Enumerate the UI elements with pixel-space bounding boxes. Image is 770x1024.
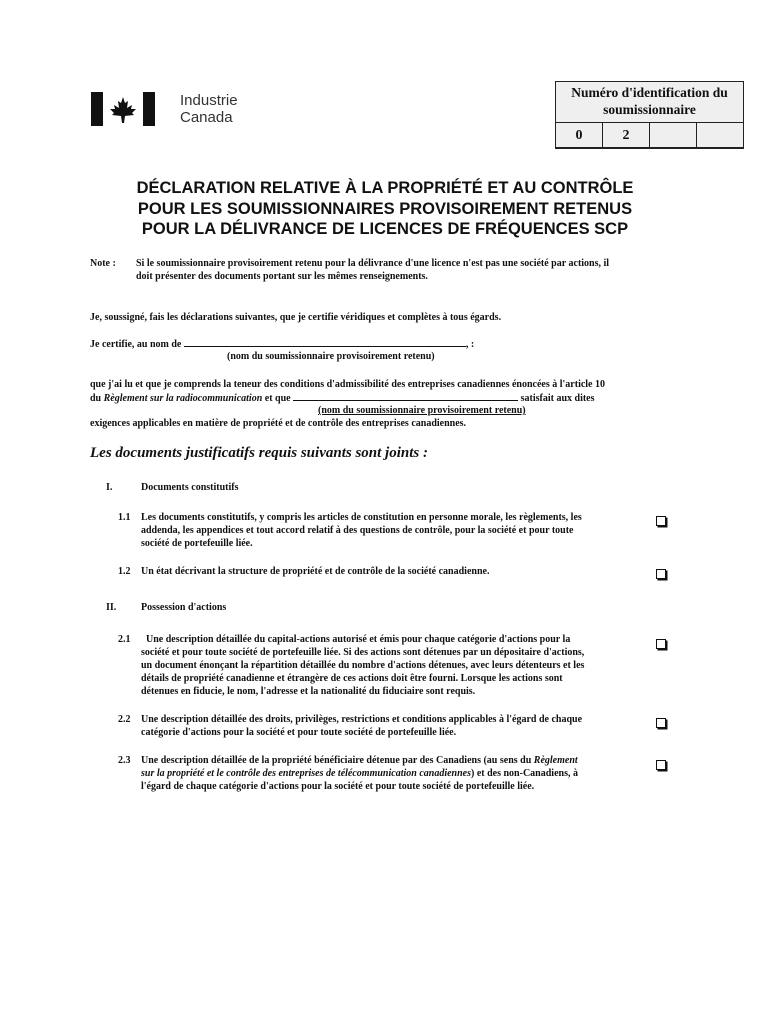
bidder-id-title (556, 84, 743, 118)
item-2-3-line-1 (141, 754, 578, 767)
declaration-caption-2: (nom du soumissionnaire provisoirement retenu) (318, 405, 526, 416)
item-2-1-line: détenues en fiducie, le nom, l'adresse et la nationalité du fiduciaire sont requis. (141, 686, 476, 697)
certify-suffix: , : (465, 339, 475, 350)
item-1-1-number: 1.1 (118, 512, 131, 523)
flag-bar-right (143, 92, 155, 126)
bidder-id-digit[interactable]: 2 (602, 122, 650, 149)
bidder-name-field-2[interactable] (293, 391, 518, 401)
title-line-3: POUR LA DÉLIVRANCE DE LICENCES DE FRÉQUENCES SCP (141, 220, 629, 238)
logo-line-2: Canada (180, 109, 233, 126)
document-title (0, 178, 770, 240)
item-2-3-checkbox[interactable] (656, 760, 666, 770)
section-2-number: II. (106, 602, 117, 613)
item-2-2-line: catégorie d'actions pour la société et pour toute société de portefeuille liée. (141, 727, 457, 738)
item-1-1-checkbox[interactable] (656, 516, 666, 526)
item-2-3-number: 2.3 (118, 755, 131, 766)
item-2-2-checkbox[interactable] (656, 718, 666, 728)
regulation-title: Règlement sur la radiocommunication (103, 393, 263, 404)
logo-line-1: Industrie (180, 92, 238, 109)
item-1-2-checkbox[interactable] (656, 569, 666, 579)
item-2-3-text: Une description détaillée de la propriété bénéficiaire détenue par des Canadiens (au sens du (141, 755, 532, 766)
bidder-id-digit[interactable]: 0 (555, 122, 603, 149)
item-1-2-number: 1.2 (118, 566, 131, 577)
certify-prefix: Je certifie, au nom de (90, 339, 182, 350)
bidder-id-box (555, 81, 744, 148)
item-2-3-line-2 (141, 767, 578, 780)
note-label: Note : (90, 258, 116, 269)
logo-wordmark (180, 92, 238, 126)
bidder-id-title-line-2: soumissionnaire (603, 102, 696, 117)
item-2-3-text: ) et des non-Canadiens, à (471, 768, 578, 779)
item-2-1-line: un document énonçant la répartition détaillée du nombre d'actions détenues, avec leurs détenteurs et les (141, 660, 585, 671)
section-1-title: Documents constitutifs (141, 482, 239, 493)
certify-line (90, 337, 474, 351)
declaration-intro: Je, soussigné, fais les déclarations suivantes, que je certifie véridiques et complètes à tous égards. (90, 312, 502, 323)
item-2-1-line: Une description détaillée du capital-actions autorisé et émis pour chaque catégorie d'actions pour la (146, 634, 571, 645)
bidder-id-digit[interactable] (696, 122, 744, 149)
declaration-line-1: que j'ai lu et que je comprends la teneur des conditions d'admissibilité des entreprises canadiennes énoncées à l'article 10 (90, 379, 605, 390)
item-2-1-checkbox[interactable] (656, 639, 666, 649)
title-line-2: POUR LES SOUMISSIONNAIRES PROVISOIREMENT RETENUS (137, 199, 633, 218)
title-line-1: DÉCLARATION RELATIVE À LA PROPRIÉTÉ ET AU CONTRÔLE (136, 179, 634, 197)
satisfies-text: satisfait aux dites (520, 393, 595, 404)
item-2-2-number: 2.2 (118, 714, 131, 725)
note-line-2: doit présenter des documents portant sur les mêmes renseignements. (136, 271, 428, 282)
bidder-id-cells (555, 122, 744, 149)
bidder-id-title-line-1: Numéro d'identification du (571, 85, 728, 100)
bidder-id-digit[interactable] (649, 122, 697, 149)
regulation-title: sur la propriété et le contrôle des entreprises de télécommunication canadiennes (141, 768, 471, 779)
maple-leaf-icon (108, 96, 138, 124)
certify-caption: (nom du soumissionnaire provisoirement retenu) (227, 351, 435, 362)
item-2-3-line-3: l'égard de chaque catégorie d'actions pour la société et pour toute société de portefeuille liée. (141, 781, 535, 792)
item-1-1-line: addenda, les appendices et tout accord relatif à des questions de contrôle, pour la société et pour toute (141, 525, 574, 536)
declaration-line-3: exigences applicables en matière de propriété et de contrôle des entreprises canadiennes. (90, 418, 467, 429)
et-que-text: et que (264, 393, 291, 404)
documents-heading: Les documents justificatifs requis suivants sont joints : (90, 445, 428, 461)
item-2-1-line: détails de propriété canadienne et étrangère de ces actions doit être fourni. Lorsque les actions sont (141, 673, 563, 684)
item-2-2-line: Une description détaillée des droits, privilèges, restrictions et conditions applicables à l'égard de chaque (141, 714, 583, 725)
section-1-number: I. (106, 482, 113, 493)
item-1-2-line: Un état décrivant la structure de propriété et de contrôle de la société canadienne. (141, 566, 490, 577)
bidder-name-field[interactable] (184, 337, 466, 347)
declaration-line-2 (90, 391, 595, 405)
regulation-title: Règlement (533, 755, 578, 766)
note-line-1: Si le soumissionnaire provisoirement retenu pour la délivrance d'une licence n'est pas une société par actions, il (136, 258, 610, 269)
section-2-title: Possession d'actions (141, 602, 227, 613)
du-text: du (90, 393, 102, 404)
item-1-1-line: Les documents constitutifs, y compris les articles de constitution en personne morale, les règlements, les (141, 512, 582, 523)
item-2-1-line: société et pour toute société de portefeuille liée. Si des actions sont détenues par un dépositaire d'actions, (141, 647, 585, 658)
flag-bar-left (91, 92, 103, 126)
item-2-1-number: 2.1 (118, 634, 131, 645)
item-1-1-line: société de portefeuille liée. (141, 538, 253, 549)
